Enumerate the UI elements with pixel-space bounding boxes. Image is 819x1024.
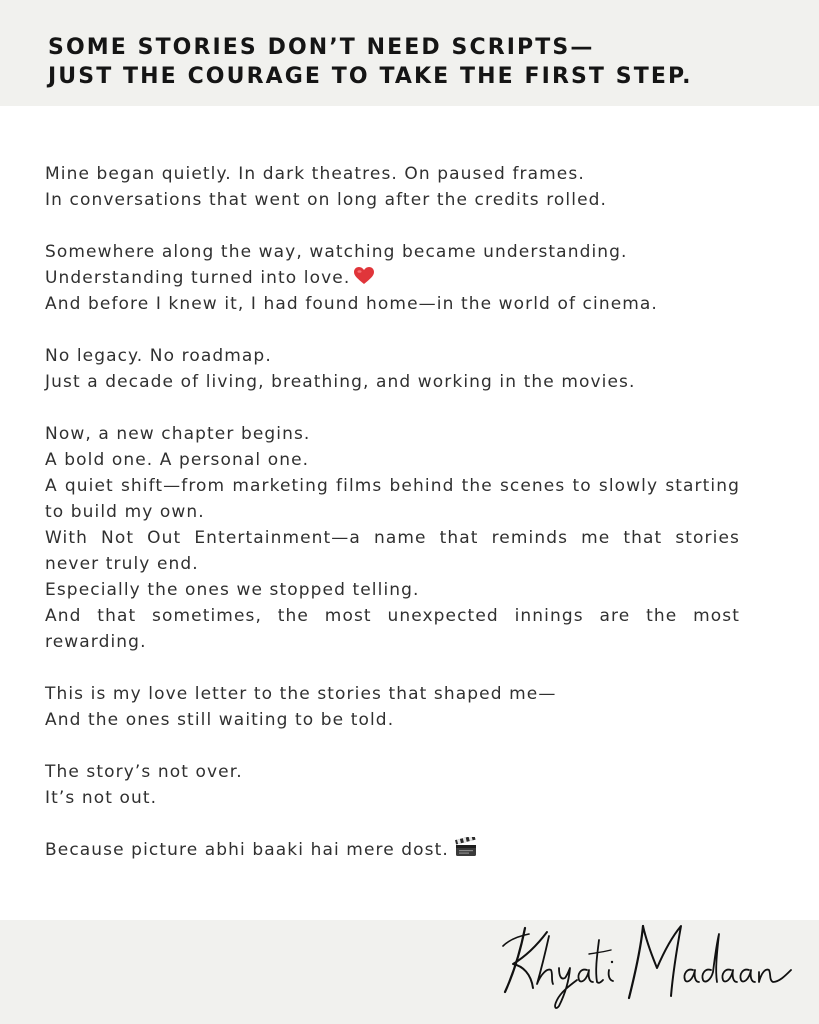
clapperboard-icon [455, 837, 477, 857]
paragraph-1 [45, 161, 740, 213]
headline [48, 33, 693, 91]
paragraph-5 [45, 681, 740, 733]
paragraph-line: A quiet shift—from marketing films behind the scenes to slowly starting to build my own. [45, 476, 740, 522]
signature-graphic [495, 918, 805, 1014]
paragraph-line: And that sometimes, the most unexpected innings are the most rewarding. [45, 606, 740, 652]
paragraph-4 [45, 421, 740, 655]
paragraph-line: No legacy. No roadmap. [45, 346, 272, 366]
paragraph-line-text: Because picture abhi baaki hai mere dost. [45, 840, 449, 860]
paragraph-line: And the ones still waiting to be told. [45, 710, 395, 730]
paragraph-line: Somewhere along the way, watching became understanding. [45, 242, 628, 262]
headline-line-2: JUST THE COURAGE TO TAKE THE FIRST STEP. [48, 64, 693, 89]
paragraph-2 [45, 239, 740, 317]
heart-icon [354, 267, 374, 285]
paragraph-line [45, 265, 740, 291]
paragraph-line: It’s not out. [45, 788, 158, 808]
paragraph-line: This is my love letter to the stories that shaped me— [45, 684, 557, 704]
paragraph-line: Just a decade of living, breathing, and working in the movies. [45, 372, 636, 392]
clapperboard-emoji-icon [455, 837, 477, 865]
heart-emoji-icon [354, 265, 374, 291]
paragraph-line: In conversations that went on long after the credits rolled. [45, 190, 608, 210]
paragraph-line-text: Understanding turned into love. [45, 268, 351, 288]
paragraph-line [45, 837, 740, 865]
paragraph-line: Now, a new chapter begins. [45, 424, 311, 444]
headline-line-1: SOME STORIES DON’T NEED SCRIPTS— [48, 35, 595, 60]
paragraph-3 [45, 343, 740, 395]
paragraph-6 [45, 759, 740, 811]
paragraph-line: And before I knew it, I had found home—in the world of cinema. [45, 294, 658, 314]
paragraph-line: The story’s not over. [45, 762, 243, 782]
paragraph-line: With Not Out Entertainment—a name that reminds me that stories never truly end. [45, 528, 740, 574]
paragraph-7 [45, 837, 740, 865]
paragraph-line: Mine began quietly. In dark theatres. On paused frames. [45, 164, 585, 184]
paragraph-line: Especially the ones we stopped telling. [45, 580, 420, 600]
letter-body [45, 161, 740, 891]
paragraph-line: A bold one. A personal one. [45, 450, 310, 470]
signature [495, 918, 805, 1014]
